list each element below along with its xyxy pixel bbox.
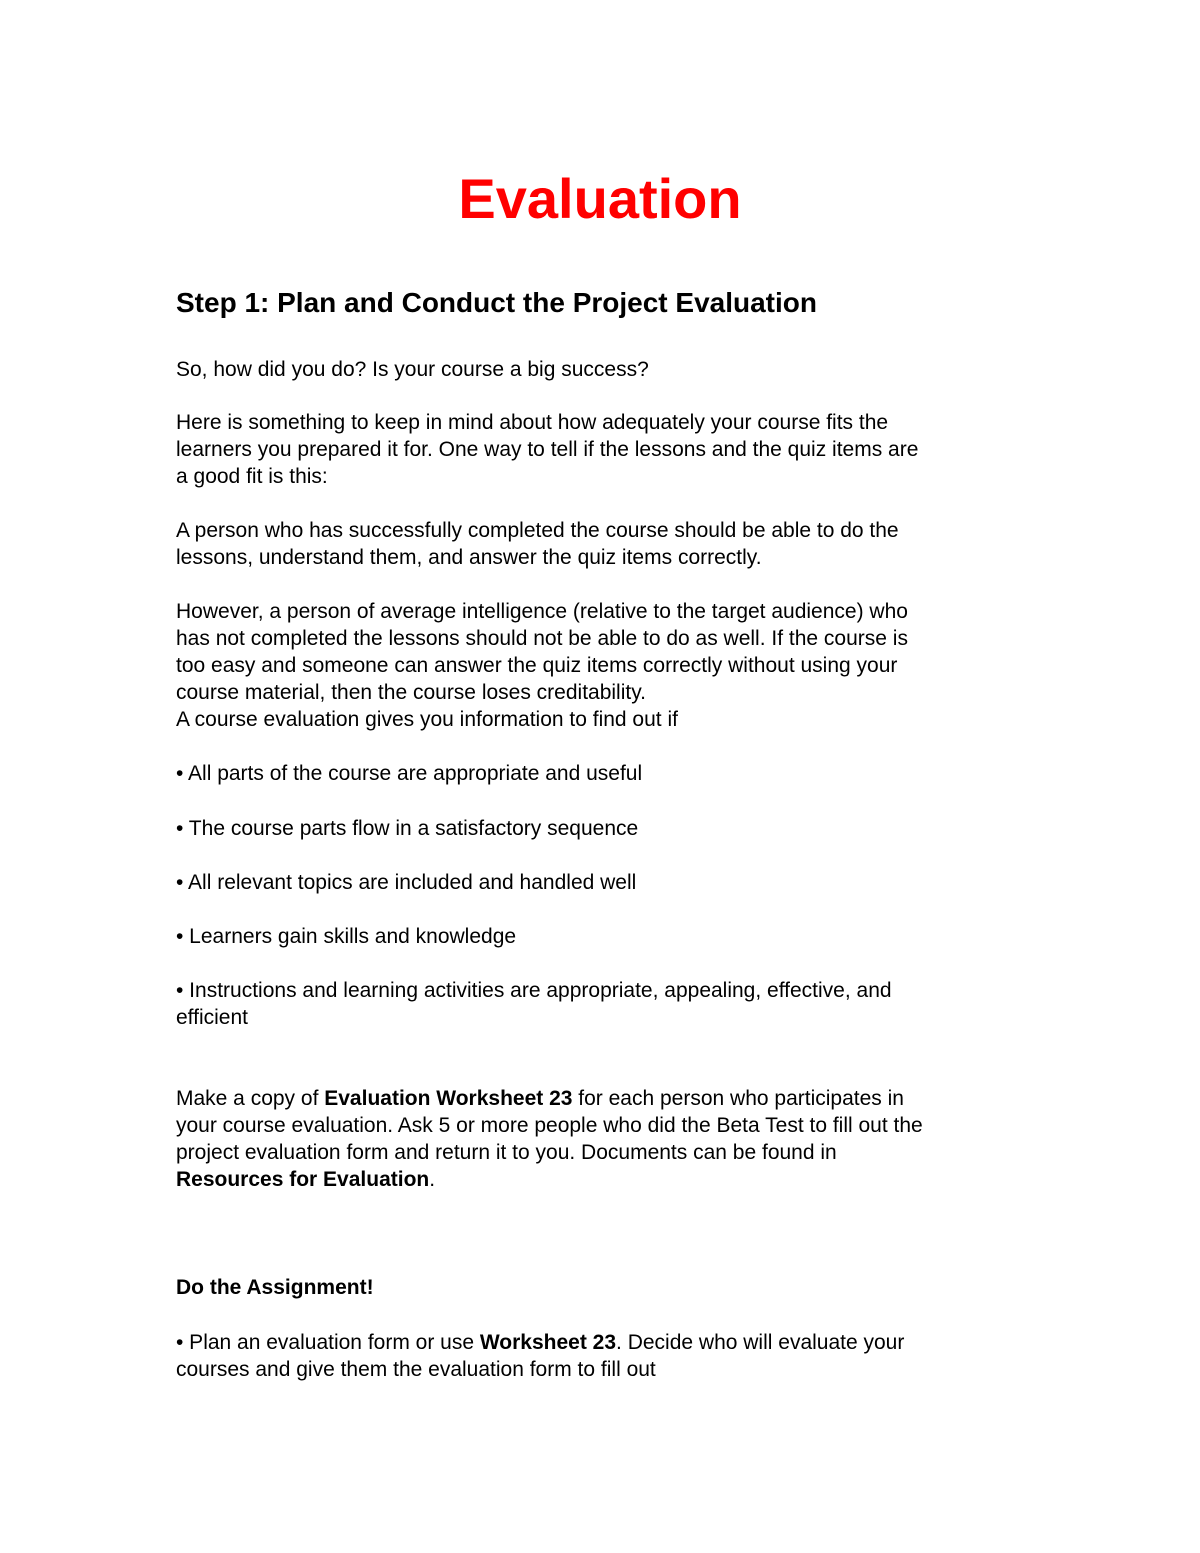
step-heading: Step 1: Plan and Conduct the Project Evaluation	[176, 287, 817, 318]
intro-question: So, how did you do? Is your course a big success?	[176, 358, 649, 381]
paragraph-worksheet	[176, 1085, 1036, 1193]
text-line: too easy and someone can answer the quiz items correctly without using your	[176, 654, 898, 677]
text-line: A course evaluation gives you information to find out if	[176, 708, 678, 731]
text-line: learners you prepared it for. One way to tell if the lessons and the quiz items are	[176, 438, 919, 461]
worksheet-reference: Evaluation Worksheet 23	[324, 1087, 573, 1110]
bullet-item	[176, 977, 1036, 1031]
worksheet-reference: Worksheet 23	[479, 1331, 617, 1354]
text-line: Here is something to keep in mind about how adequately your course fits the	[176, 411, 889, 434]
text-line: lessons, understand them, and answer the quiz items correctly.	[176, 546, 762, 569]
paragraph-fit	[176, 409, 1036, 490]
text-line: a good fit is this:	[176, 465, 328, 488]
text-line: courses and give them the evaluation form to fill out	[176, 1358, 656, 1381]
text-line: • Plan an evaluation form or use Worksheet 23. Decide who will evaluate your	[176, 1331, 905, 1354]
paragraph-however	[176, 598, 1036, 733]
text-line: efficient	[176, 1006, 248, 1029]
assignment-heading: Do the Assignment!	[176, 1276, 374, 1299]
text-line: A person who has successfully completed the course should be able to do the	[176, 519, 899, 542]
paragraph-completed	[176, 517, 1036, 571]
text-line: your course evaluation. Ask 5 or more people who did the Beta Test to fill out the	[176, 1114, 923, 1137]
bullet-item: • All parts of the course are appropriate and useful	[176, 762, 643, 785]
page-title: Evaluation	[458, 167, 742, 230]
text-line: Resources for Evaluation.	[176, 1168, 436, 1191]
bullet-item: • All relevant topics are included and handled well	[176, 871, 637, 894]
resources-reference: Resources for Evaluation	[176, 1168, 430, 1191]
bullet-item: • The course parts flow in a satisfactory sequence	[176, 817, 639, 840]
bullet-item: • Learners gain skills and knowledge	[176, 925, 517, 948]
text-line: has not completed the lessons should not be able to do as well. If the course is	[176, 627, 908, 650]
text-line: • Instructions and learning activities are appropriate, appealing, effective, and	[176, 979, 892, 1002]
text-line: Make a copy of Evaluation Worksheet 23 for each person who participates in	[176, 1087, 904, 1110]
text-line: project evaluation form and return it to you. Documents can be found in	[176, 1141, 837, 1164]
assignment-paragraph	[176, 1329, 1036, 1383]
text-line: However, a person of average intelligence (relative to the target audience) who	[176, 600, 908, 623]
text-line: course material, then the course loses creditability.	[176, 681, 646, 704]
